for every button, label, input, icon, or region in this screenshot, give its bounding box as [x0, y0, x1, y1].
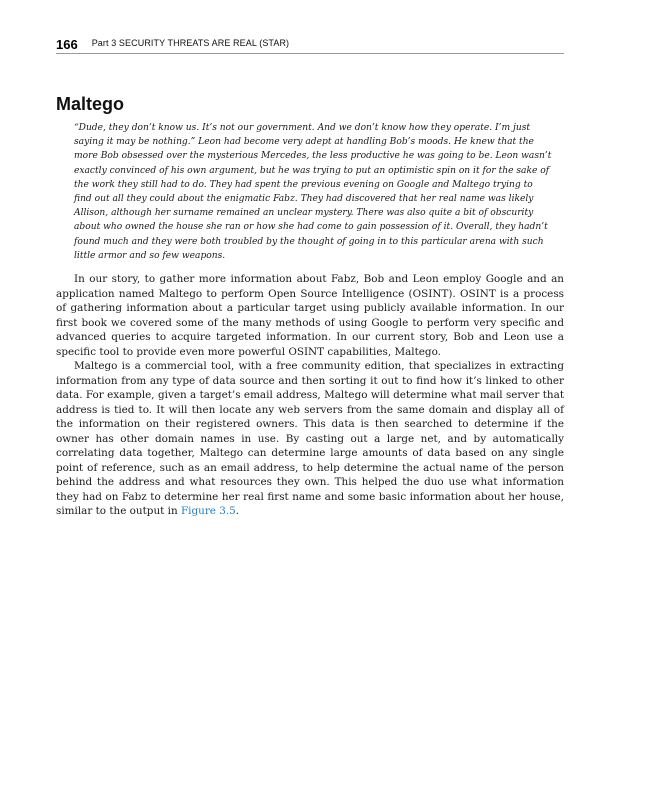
body-text — [56, 272, 564, 519]
body-paragraph-2-text: Maltego is a commercial tool, with a free community edition, that specializes in extracting information from any type of data source and then sorting it out to find how it’s linked to other data. For example, given a target’s email address, Maltego will determine what mail server that address is tied to. It will then locate any web servers from the same domain and display all of the information on their registered owners. This data is then searched to determine if the owner has other domain names in use. By casting out a large net, and by automatically correlating data together, Maltego can determine large amounts of data based on any single point of reference, such as an email address, to help determine the actual name of the person behind the address and what resources they own. This helped the duo use what information they had on Fabz to determine her real first name and some basic information about her house, similar to the output in — [56, 360, 564, 517]
body-paragraph-2-end: . — [235, 505, 240, 517]
body-paragraph-1: In our story, to gather more information about Fabz, Bob and Leon employ Google and an application named Maltego to perform Open Source Intelligence (OSINT). OSINT is a process of gathering information about a particular target using publicly available information. In our first book we covered some of the many methods of using Google to perform very specific and advanced queries to acquire targeted information. In our current story, Bob and Leon use a specific tool to provide even more powerful OSINT capabilities, Maltego. — [56, 273, 564, 358]
figure-reference-link[interactable]: Figure 3.5 — [180, 505, 236, 517]
body-paragraph-2 — [56, 359, 564, 519]
section-heading: Maltego — [56, 94, 125, 114]
epigraph: “Dude, they don’t know us. It’s not our government. And we don’t know how they operate. I’m just saying it may be nothing.” Leon had become very adept at handling Bob’s moods. He knew that the more Bob obsessed over the mysterious Mercedes, the less productive he was going to be. Leon wasn’t exactly convinced of his own argument, but he was trying to put an optimistic spin on it for the sake of the work they still had to do. They had spent the previous evening on Google and Maltego trying to find out all they could about the enigmatic Fabz. They had discovered that her real name was likely Allison, although her surname remained an unclear mystery. There was also quite a bit of obscurity about who owned the house she ran or how she had come to gain possession of it. Overall, they hadn’t found much and they were both troubled by the thought of going in to this particular arena with such little armor and so few weapons. — [74, 123, 552, 261]
page-number: 166 — [56, 37, 78, 52]
page-header — [56, 36, 564, 54]
running-head: Part 3 SECURITY THREATS ARE REAL (STAR) — [91, 38, 290, 48]
